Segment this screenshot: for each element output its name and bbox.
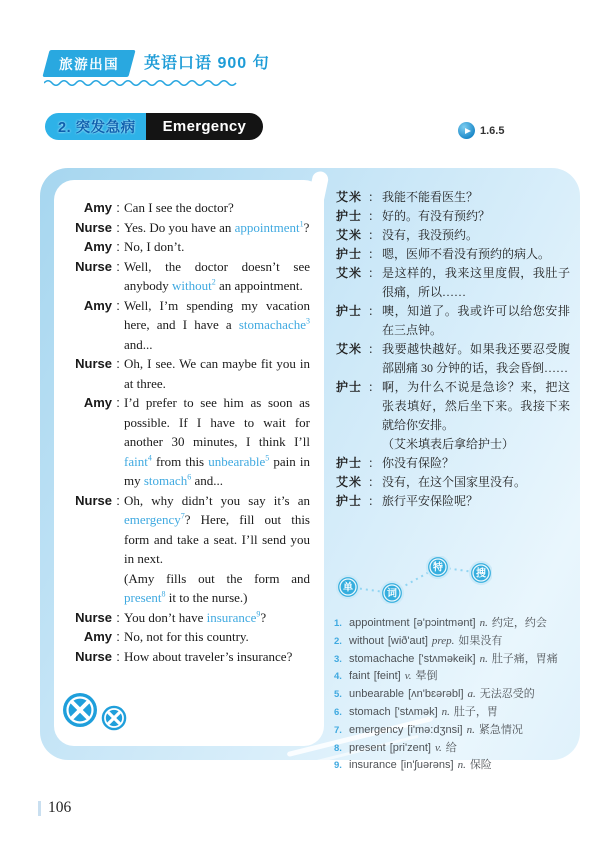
dialogue-text-cn: 没有，我没预约。: [382, 228, 479, 242]
speaker-name-cn: 艾米: [336, 475, 363, 489]
text-segment: ?: [303, 219, 310, 235]
vocab-chain-coin: [337, 576, 359, 598]
speaker-colon: :: [116, 356, 120, 371]
vocab-ref-number: 3: [306, 316, 310, 326]
vocab-chain-coin: [381, 582, 403, 604]
vocab-meaning: 保险: [469, 759, 492, 772]
dialogue-line-cn: [336, 340, 570, 378]
vocab-meaning: 给: [445, 741, 457, 754]
highlighted-vocab-word: unbearable: [208, 453, 266, 469]
speaker-name-cn: 艾米: [336, 266, 363, 280]
dialogue-text: [124, 491, 310, 569]
speaker-colon-cn: ：: [368, 380, 381, 394]
text-segment: Can I see the doctor?: [124, 200, 234, 215]
speaker-colon-cn: ：: [368, 228, 381, 242]
speaker-name-cn: 护士: [336, 456, 363, 470]
section-title-capsule: [45, 113, 263, 140]
vocab-number: 1.: [334, 618, 342, 629]
speaker-name: Nurse: [75, 356, 112, 371]
text-segment: Oh, why didn’t you say it’s an: [124, 492, 310, 508]
speaker-name-cn: 护士: [336, 494, 363, 508]
text-segment: ? Here, fill out this form and take a seat. I’ll send you in next.: [124, 512, 310, 566]
highlighted-vocab-word: stomach: [143, 473, 188, 488]
vocab-item: [334, 740, 576, 758]
play-triangle-icon: [465, 128, 471, 134]
decor-circle-x-icon-large: [62, 692, 98, 728]
vocab-phonetic: [feint]: [373, 670, 401, 683]
vocab-ref-number: 7: [180, 511, 185, 521]
speaker-colon-cn: ：: [368, 456, 381, 470]
speaker-colon-cn: [368, 435, 382, 454]
vocab-phonetic: [ʌn'bɛərəbl]: [408, 688, 464, 701]
chain-dotted-line: [348, 567, 481, 593]
book-header: [46, 50, 270, 77]
vocab-chain-char: 词: [387, 588, 397, 600]
speaker-name-cn: 艾米: [336, 342, 363, 356]
dialogue-text: [124, 354, 310, 393]
text-segment: Well, I’m spending my vacation here, and I have a: [124, 297, 310, 332]
dialogue-text-cn: （艾米填表后拿给护士）: [382, 437, 515, 451]
vocab-number: 7.: [334, 724, 342, 736]
speaker-colon-cn: ：: [368, 475, 381, 489]
dialogue-text-cn: 没有，在这个国家里没有。: [382, 475, 527, 489]
vocab-word: present: [349, 741, 386, 754]
speaker-name: Nurse: [75, 492, 112, 508]
vocab-chain-coin: [470, 562, 492, 584]
speaker-colon: :: [116, 219, 120, 235]
vocab-item: [334, 722, 576, 740]
dialogue-line: [64, 569, 310, 608]
vocab-item: [334, 615, 576, 633]
vocab-meaning: 无法忍受的: [479, 688, 535, 701]
speaker-name-cn: 护士: [336, 247, 363, 261]
dialogue-text-cn: 我能不能看医生？: [382, 190, 479, 204]
dialogue-text: [124, 647, 310, 667]
vocab-item: [334, 704, 576, 722]
vocab-ref-number: 8: [161, 589, 166, 599]
speaker-colon-cn: ：: [368, 209, 381, 223]
vocab-meaning: 肚子，胃: [453, 705, 498, 718]
dialogue-line: [64, 354, 310, 393]
speaker-colon-cn: ：: [368, 342, 381, 356]
speaker-colon-cn: ：: [368, 304, 381, 318]
dialogue-text: [124, 393, 310, 491]
dialogue-text: [124, 198, 310, 218]
vocab-pos: n.: [441, 705, 450, 718]
text-segment: Yes. Do you have an: [124, 219, 235, 235]
lesson-panel: [40, 168, 580, 772]
vocab-chain-char: 特: [433, 562, 443, 574]
dialogue-line-cn: [336, 188, 570, 207]
dialogue-text: [124, 296, 310, 355]
english-dialogue-card: [54, 180, 324, 746]
speaker-name: Nurse: [75, 648, 112, 664]
vocab-chain-char: 搜: [476, 568, 486, 580]
vocab-phonetic: ['stʌmək]: [394, 705, 438, 718]
speaker-name: Nurse: [75, 258, 112, 274]
dialogue-text: [124, 218, 310, 238]
speaker-colon-cn: ：: [368, 247, 381, 261]
vocab-number: 6.: [334, 706, 342, 718]
speaker-colon: :: [116, 297, 120, 313]
vocab-pos: v.: [434, 741, 442, 754]
speaker-name: Amy: [83, 395, 112, 410]
speaker-name-cn: 护士: [336, 304, 363, 318]
page-number: 106: [48, 799, 72, 816]
vocab-phonetic: [pri'zent]: [389, 741, 431, 754]
highlighted-vocab-word: present: [124, 590, 162, 605]
vocab-phonetic: [wið'aut]: [387, 634, 428, 647]
highlighted-vocab-word: appointment: [234, 219, 300, 235]
vocab-word: faint: [349, 670, 370, 683]
speaker-name: Amy: [83, 297, 112, 313]
dialogue-line-cn: [336, 245, 570, 264]
dialogue-line: [64, 198, 310, 218]
vocab-word: stomachache: [349, 652, 415, 665]
vocab-meaning: 晕倒: [415, 670, 438, 683]
vocab-pos: a.: [467, 688, 476, 701]
text-segment: How about traveler’s insurance?: [124, 648, 293, 664]
text-segment: and...: [191, 473, 223, 488]
speaker-name-cn: 艾米: [336, 228, 363, 242]
dialogue-line-cn: [336, 302, 570, 340]
text-segment: ?: [260, 609, 267, 625]
wavy-underline-decoration: [44, 77, 240, 86]
speaker-name: Nurse: [75, 609, 112, 625]
speaker-name: Amy: [83, 629, 112, 644]
vocab-meaning: 约定，约会: [491, 617, 547, 629]
dialogue-text-cn: 嗯，医师不看没有预约的病人。: [382, 247, 551, 261]
dialogue-line: [64, 608, 310, 628]
audio-track: [458, 122, 504, 139]
highlighted-vocab-word: insurance: [206, 609, 257, 625]
vocab-section: [334, 556, 576, 775]
vocab-pos: n.: [479, 652, 488, 665]
dialogue-line-cn: [336, 226, 570, 245]
vocab-number: 8.: [334, 742, 342, 754]
text-segment: (Amy fills out the form and: [124, 570, 310, 586]
dialogue-line: [64, 491, 310, 569]
dialogue-text: [124, 608, 310, 628]
vocab-phonetic: [i'mə:dʒnsi]: [407, 723, 463, 736]
speaker-name-cn: 艾米: [336, 190, 363, 204]
vocab-word: emergency: [349, 723, 404, 736]
audio-play-icon: [458, 122, 475, 139]
section-title-english: Emergency: [146, 113, 264, 140]
dialogue-line-cn: [336, 473, 570, 492]
dialogue-text: [124, 237, 310, 257]
vocab-chain-coin: [427, 556, 449, 578]
dialogue-line-cn: [336, 264, 570, 302]
highlighted-vocab-word: stomachache: [238, 317, 306, 332]
vocab-number: 4.: [334, 671, 342, 683]
dialogue-text: [124, 627, 310, 647]
highlighted-vocab-word: faint: [124, 453, 148, 469]
vocab-pos: n.: [457, 759, 466, 772]
speaker-colon-cn: ：: [368, 190, 381, 204]
footer-divider-bar: [38, 801, 41, 816]
dialogue-en: [64, 198, 310, 666]
dialogue-line-cn: [336, 492, 570, 511]
text-segment: I’d prefer to see him as soon as possible. If I have to wait for another 30 minutes, I think I’ll: [124, 395, 310, 449]
speaker-colon: :: [116, 395, 120, 410]
text-segment: No, I don’t.: [124, 239, 185, 254]
vocab-word: without: [349, 634, 384, 647]
vocab-item: [334, 668, 576, 686]
vocab-number: 5.: [334, 689, 342, 701]
vocab-ref-number: 5: [265, 453, 270, 463]
dialogue-text: [124, 257, 310, 296]
dialogue-line-cn: [336, 435, 570, 454]
dialogue-cn: [336, 188, 570, 511]
dialogue-text-cn: 好的。有没有预约？: [382, 209, 491, 223]
speaker-colon: [112, 569, 124, 608]
dialogue-line: [64, 627, 310, 647]
text-segment: an appointment.: [215, 278, 303, 293]
dialogue-line: [64, 218, 310, 238]
vocab-item: [334, 633, 576, 651]
speaker-colon: :: [116, 609, 120, 625]
text-segment: No, not for this country.: [124, 629, 249, 644]
speaker-name: Amy: [83, 200, 112, 215]
dialogue-text: [124, 569, 310, 608]
series-badge-label: 旅游出国: [59, 57, 120, 72]
dialogue-line-cn: [336, 378, 570, 435]
speaker-colon: :: [116, 648, 120, 664]
section-title-row: [45, 113, 263, 140]
speaker-name-cn: [336, 435, 368, 454]
speaker-colon-cn: ：: [368, 266, 381, 280]
speaker-name: Amy: [83, 239, 112, 254]
vocab-pos: n.: [466, 723, 475, 736]
speaker-colon: :: [116, 492, 120, 508]
dialogue-line: [64, 237, 310, 257]
text-segment: it to the nurse.): [165, 590, 248, 605]
speaker-name: Nurse: [75, 219, 112, 235]
speaker-colon: :: [116, 629, 120, 644]
vocab-pos: n.: [479, 617, 488, 629]
vocab-ref-number: 9: [256, 609, 261, 619]
dialogue-line: [64, 393, 310, 491]
vocab-ref-number: 4: [147, 453, 152, 463]
highlighted-vocab-word: emergency: [124, 512, 181, 527]
speaker-colon-cn: ：: [368, 494, 381, 508]
vocab-number: 2.: [334, 635, 342, 647]
vocab-item: [334, 651, 576, 669]
dialogue-line: [64, 647, 310, 667]
section-title-chinese: 2. 突发急病: [45, 113, 146, 140]
dialogue-text-cn: 你没有保险？: [382, 456, 455, 470]
vocab-chain-decoration: [334, 556, 492, 604]
vocab-item: [334, 757, 576, 775]
vocab-item: [334, 686, 576, 704]
speaker-name-cn: 护士: [336, 209, 363, 223]
vocab-pos: prep.: [431, 634, 455, 647]
vocab-word: insurance: [349, 759, 397, 772]
vocab-meaning: 紧急情况: [478, 723, 523, 736]
book-title: 英语口语 900 句: [144, 55, 270, 72]
vocab-word: stomach: [349, 705, 391, 718]
vocab-phonetic: [in'ʃuərəns]: [400, 759, 454, 772]
vocab-word: appointment: [349, 617, 410, 629]
vocab-ref-number: 6: [187, 472, 192, 482]
vocab-number: 9.: [334, 760, 342, 772]
text-segment: You don’t have: [124, 609, 207, 625]
speaker-colon: :: [116, 258, 120, 274]
vocab-ref-number: 1: [299, 219, 304, 229]
dialogue-text-cn: 我要越快越好。如果我还要忍受腹部剧痛 30 分钟的话，我会昏倒……: [382, 342, 570, 375]
dialogue-text-cn: 旅行平安保险呢？: [382, 494, 479, 508]
text-segment: and...: [124, 336, 153, 352]
speaker-name-cn: 护士: [336, 380, 363, 394]
highlighted-vocab-word: without: [172, 278, 212, 293]
vocab-number: 3.: [334, 653, 342, 665]
speaker-name: [64, 569, 112, 608]
speaker-colon: :: [116, 200, 120, 215]
text-segment: Well, the doctor doesn’t see anybody: [124, 258, 310, 293]
dialogue-text-cn: 噢，知道了。我或许可以给您安排在三点钟。: [382, 304, 570, 337]
vocab-chain-char: 单: [343, 582, 353, 594]
vocab-phonetic: [ə'pɔintmənt]: [413, 617, 476, 629]
decor-circle-x-icon-small: [101, 705, 127, 731]
series-badge: [42, 50, 135, 77]
dialogue-line: [64, 296, 310, 355]
speaker-colon: :: [116, 239, 120, 254]
dialogue-line-cn: [336, 207, 570, 226]
dialogue-line: [64, 257, 310, 296]
vocab-ref-number: 2: [211, 277, 216, 287]
vocab-meaning: 肚子痛，胃痛: [491, 652, 558, 665]
text-segment: Oh, I see. We can maybe fit you in at three.: [124, 356, 310, 391]
vocab-meaning: 如果没有: [458, 634, 503, 647]
vocab-word: unbearable: [349, 688, 405, 701]
vocab-list: [334, 615, 576, 775]
page-footer: [38, 799, 71, 817]
text-segment: pain in my: [124, 453, 310, 488]
dialogue-line-cn: [336, 454, 570, 473]
vocab-pos: v.: [404, 670, 412, 683]
text-segment: from this: [151, 453, 209, 469]
dialogue-text-cn: 是这样的，我来这里度假，我肚子很痛，所以……: [382, 266, 570, 299]
audio-track-number: 1.6.5: [480, 124, 505, 137]
dialogue-text-cn: 啊，为什么不说是急诊？来，把这张表填好，然后坐下来。我接下来就给你安排。: [382, 380, 570, 432]
vocab-phonetic: ['stʌməkeik]: [418, 652, 476, 665]
